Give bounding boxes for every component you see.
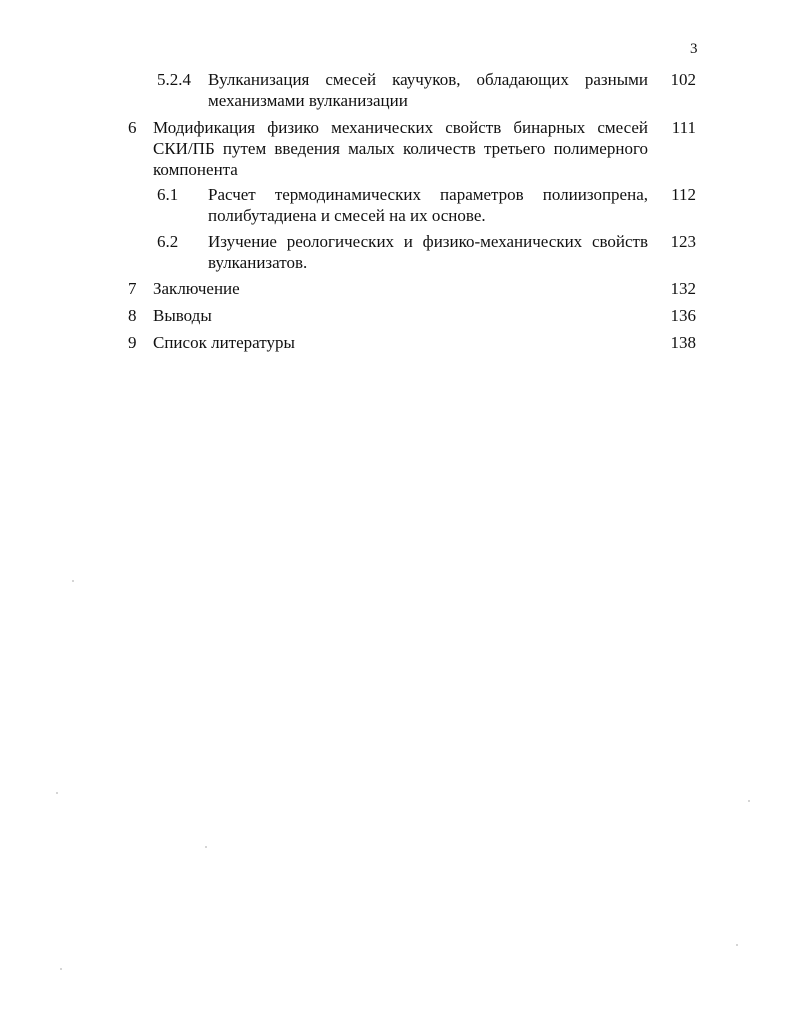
toc-entry-number: 6	[128, 118, 137, 137]
toc-entry-page: 138	[670, 333, 696, 352]
scan-speck	[205, 846, 207, 848]
toc-entry-number: 7	[128, 279, 137, 298]
toc-entry-page: 123	[670, 232, 696, 251]
toc-entry-6	[0, 117, 799, 181]
toc-entry-title: Модификация физико механических свойств бинарных смесей СКИ/ПБ путем введения малых количеств третьего полимерного компонента	[153, 118, 648, 179]
toc-entry-number: 6.1	[157, 185, 179, 204]
page-number: 3	[690, 41, 698, 57]
toc-entry-number: 5.2.4	[157, 70, 191, 89]
toc-entry-6-1	[0, 184, 799, 228]
toc-entry-8	[0, 305, 799, 327]
toc-entry-page: 132	[670, 279, 696, 298]
toc-entry-number: 8	[128, 306, 137, 325]
toc-entry-page: 111	[671, 118, 696, 137]
scan-speck	[56, 792, 58, 794]
scan-speck	[72, 580, 74, 582]
scan-speck	[60, 968, 62, 970]
toc-entry-9	[0, 332, 799, 354]
toc-entry-page: 112	[671, 185, 696, 204]
toc-entry-number: 9	[128, 333, 137, 352]
scan-speck	[736, 944, 738, 946]
toc-entry-6-2	[0, 231, 799, 275]
toc-entry-title: Расчет термодинамических параметров полиизопрена, полибутадиена и смесей на их основе.	[208, 185, 648, 225]
toc-entry-title: Выводы	[153, 306, 212, 325]
toc-entry-page: 102	[670, 70, 696, 89]
scan-speck	[748, 800, 750, 802]
toc-entry-7	[0, 278, 799, 300]
toc-entry-5-2-4	[0, 69, 799, 113]
toc-entry-title: Список литературы	[153, 333, 295, 352]
toc-entry-number: 6.2	[157, 232, 179, 251]
toc-entry-title: Изучение реологических и физико-механических свойств вулканизатов.	[208, 232, 648, 272]
toc-entry-title: Заключение	[153, 279, 240, 298]
toc-entry-title: Вулканизация смесей каучуков, обладающих разными механизмами вулканизации	[208, 70, 648, 110]
toc-entry-page: 136	[670, 306, 696, 325]
